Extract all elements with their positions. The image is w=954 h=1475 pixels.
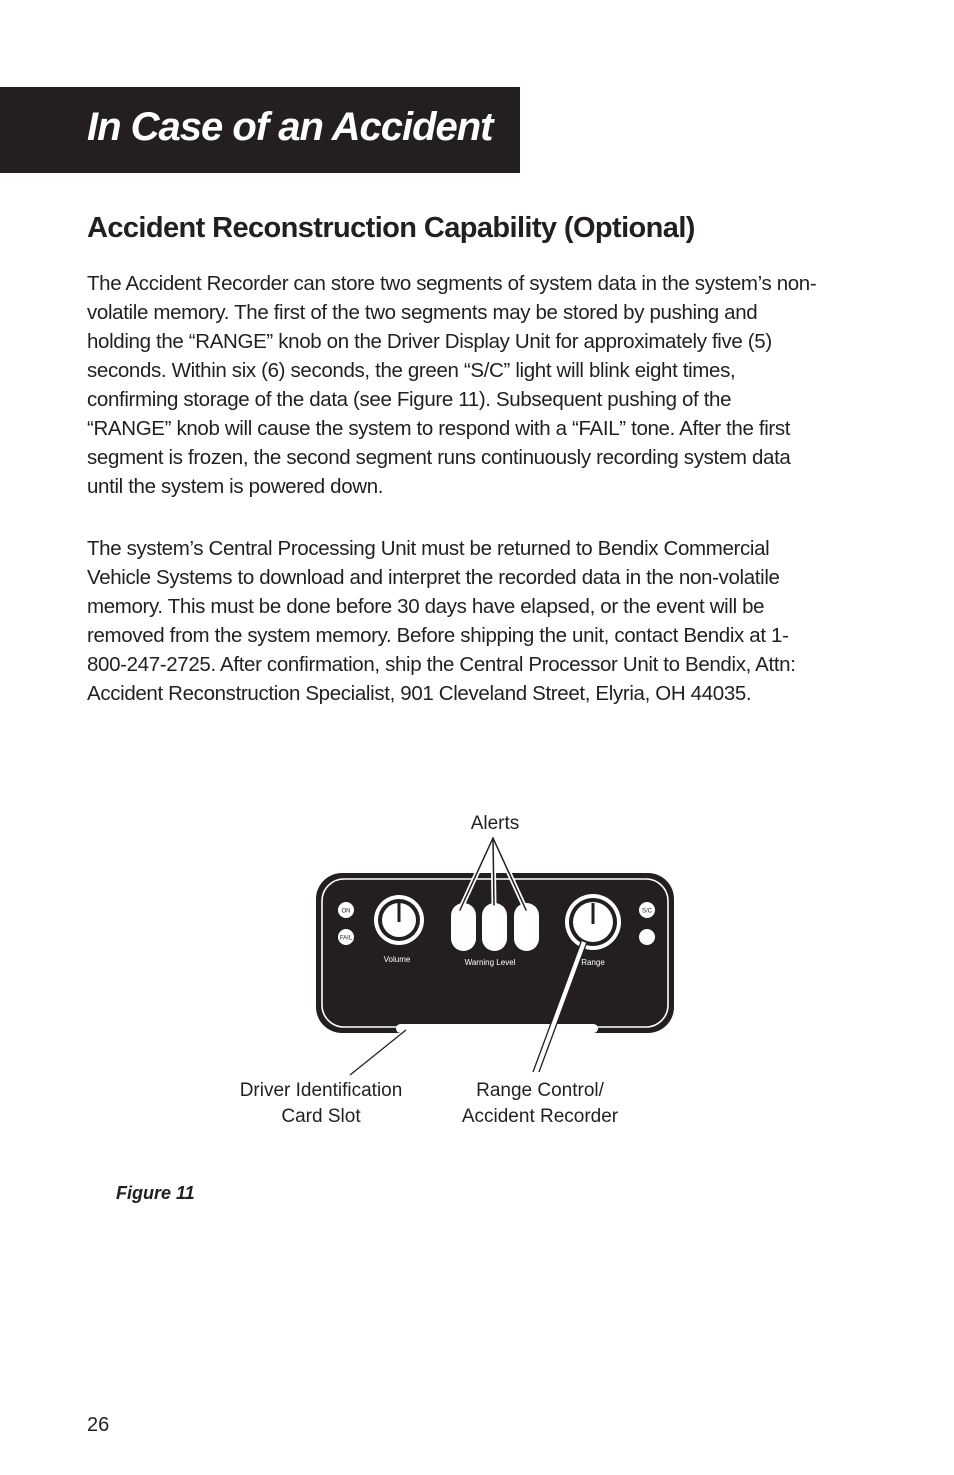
sc-indicator-label: S/C [641,908,653,915]
callout-card-slot-line1: Driver Identification [239,1080,403,1101]
fail-indicator-label: FAIL [339,935,353,942]
chapter-banner [0,87,520,173]
callout-range-control [440,1078,640,1130]
paragraph-accident-recorder: The Accident Recorder can store two segments of system data in the system’s non-volatile memory. The first of the two segments may be stored by pushing and holding the “RANGE” knob on the Driver Display Unit for approximately five (5) seconds. Within six (6) seconds, the green “S/C” light will blink eight times, confirming storage of the data (see Figure 11). Subsequent pushing of the “RANGE” knob will cause the system to respond with a “FAIL” tone. After the first segment is frozen, the second segment runs continuously recording system data until the system is powered down. [87,272,817,498]
card-slot [396,1024,598,1033]
page-number: 26 [87,1414,110,1436]
section-heading: Accident Reconstruction Capability (Optional) [87,212,695,244]
chapter-title: In Case of an Accident [87,105,493,149]
warning-light-1-icon [451,903,476,951]
range-label: Range [581,958,605,967]
callout-card-slot-line2: Card Slot [281,1106,361,1127]
warning-light-2-icon [482,903,507,951]
card-slot-callout-line [350,1030,406,1075]
callout-range-line1: Range Control/ [476,1080,604,1101]
on-indicator-label: ON [341,908,351,915]
sc-light-icon [639,929,655,945]
callout-range-line2: Accident Recorder [461,1106,619,1127]
callout-alerts: Alerts [470,813,520,834]
figure-caption: Figure 11 [116,1183,195,1203]
warning-level-label: Warning Level [464,958,516,967]
callout-card-slot [221,1078,421,1130]
paragraph-cpu-return: The system’s Central Processing Unit must be returned to Bendix Commercial Vehicle Systems to download and interpret the recorded data in the non-volatile memory. This must be done before 30 days have elapsed, or the event will be removed from the system memory. Before shipping the unit, contact Bendix at 1-800-247-2725. After confirmation, ship the Central Processor Unit to Bendix, Attn: Accident Reconstruction Specialist, 901 Cleveland Street, Elyria, OH 44035. [87,537,796,705]
figure-driver-display-unit [0,790,954,1150]
volume-label: Volume [383,955,411,964]
